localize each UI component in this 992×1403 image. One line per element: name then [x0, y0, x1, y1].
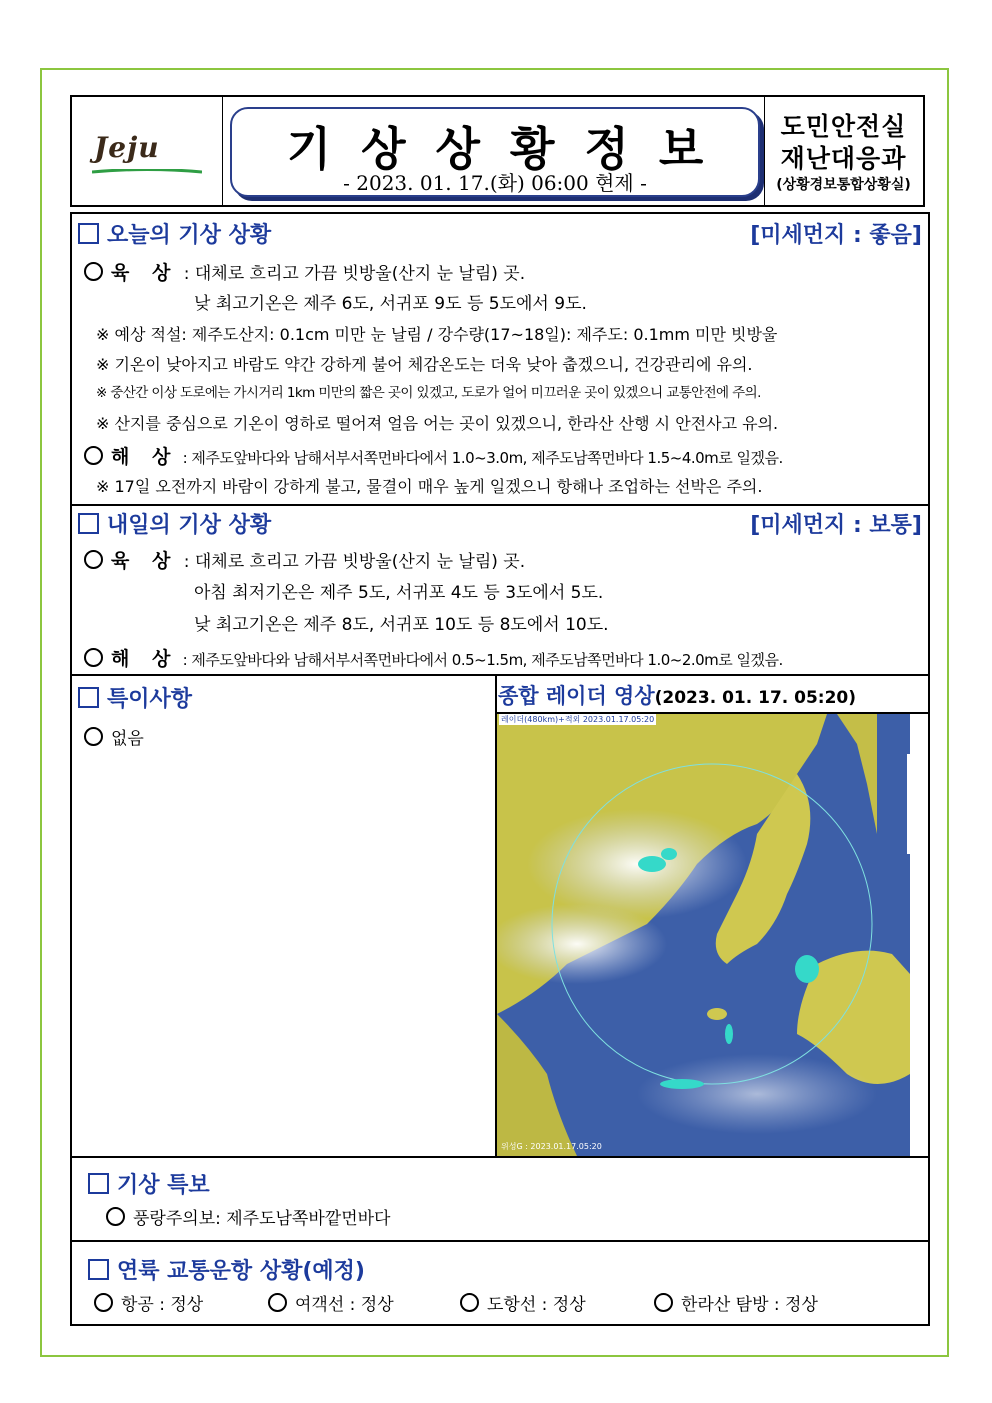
- alerts-heading: 기상 특보: [88, 1168, 210, 1199]
- divider: [72, 1156, 928, 1158]
- alerts-item: 풍랑주의보: 제주도남쪽바깥먼바다: [106, 1204, 928, 1229]
- tomorrow-land-row: 육 상 : 대체로 흐리고 가끔 빗방울(산지 눈 날림) 곳.: [84, 546, 928, 573]
- org-cell: [764, 97, 923, 205]
- today-note: ※ 예상 적설: 제주도산지: 0.1cm 미만 눈 날림 / 강수량(17~18일): 제주도: 0.1mm 미만 빗방울: [96, 325, 778, 344]
- transport-item: 도항선 : 정상: [460, 1290, 586, 1315]
- checkbox-icon: [88, 1173, 109, 1194]
- divider: [72, 504, 928, 506]
- today-sea-row: 해 상 : 제주도앞바다와 남해서부서쪽먼바다에서 1.0~3.0m, 제주도남쪽먼바다 1.5~4.0m로 일겠음.: [84, 442, 928, 469]
- special-heading: 특이사항: [78, 682, 192, 713]
- transport-item: 항공 : 정상: [94, 1290, 203, 1315]
- transport-heading: 연륙 교통운항 상황(예정): [88, 1254, 365, 1285]
- checkbox-icon: [88, 1259, 109, 1280]
- tomorrow-land-line3: 낮 최고기온은 제주 8도, 서귀포 10도 등 8도에서 10도.: [194, 615, 609, 635]
- radar-image: [497, 714, 910, 1156]
- transport-item: 여객선 : 정상: [268, 1290, 394, 1315]
- org-division: 재난대응과: [780, 144, 907, 173]
- circle-bullet-icon: [84, 262, 103, 281]
- today-heading: 오늘의 기상 상황: [78, 218, 271, 249]
- radar-caption-bottom: 위성G : 2023.01.17.05:20: [501, 1142, 602, 1151]
- document-header: [70, 95, 925, 207]
- org-office: (상황경보통합상황실): [776, 177, 911, 193]
- circle-bullet-icon: [94, 1293, 113, 1312]
- logo-cell: [72, 97, 223, 205]
- transport-item: 한라산 탐방 : 정상: [654, 1290, 818, 1315]
- special-item: 없음: [84, 724, 928, 749]
- today-sea-note: ※ 17일 오전까지 바람이 강하게 불고, 물결이 매우 높게 일겠으니 항해나 조업하는 선박은 주의.: [96, 477, 763, 496]
- today-land-row: 육 상 : 대체로 흐리고 가끔 빗방울(산지 눈 날림) 곳.: [84, 258, 928, 285]
- circle-bullet-icon: [460, 1293, 479, 1312]
- circle-bullet-icon: [106, 1207, 125, 1226]
- jeju-logo: Jeju: [94, 131, 160, 164]
- circle-bullet-icon: [84, 446, 103, 465]
- checkbox-icon: [78, 687, 99, 708]
- divider: [72, 1240, 928, 1242]
- title-banner: [230, 107, 760, 197]
- radar-title: 종합 레이더 영상(2023. 01. 17. 05:20): [498, 684, 857, 708]
- circle-bullet-icon: [84, 648, 103, 667]
- page-title: 기상상황정보: [286, 122, 734, 176]
- circle-bullet-icon: [84, 727, 103, 746]
- checkbox-icon: [78, 223, 99, 244]
- radar-map-graphic: [497, 714, 910, 1156]
- today-note: ※ 산지를 중심으로 기온이 영하로 떨어져 얼음 어는 곳이 있겠으니, 한라산 산행 시 안전사고 유의.: [96, 414, 779, 433]
- tomorrow-heading: 내일의 기상 상황: [78, 508, 271, 539]
- org-department: 도민안전실: [780, 112, 907, 141]
- circle-bullet-icon: [654, 1293, 673, 1312]
- tomorrow-dust-badge: [미세먼지 : 보통]: [750, 513, 922, 538]
- divider: [72, 674, 928, 676]
- circle-bullet-icon: [268, 1293, 287, 1312]
- radar-caption-top: 레이더(480km)+적외 2023.01.17.05:20: [501, 715, 655, 724]
- today-note: ※ 기온이 낮아지고 바람도 약간 강하게 불어 체감온도는 더욱 낮아 춥겠으니, 건강관리에 유의.: [96, 355, 753, 374]
- tomorrow-sea-row: 해 상 : 제주도앞바다와 남해서부서쪽먼바다에서 0.5~1.5m, 제주도남쪽먼바다 1.0~2.0m로 일겠음.: [84, 644, 928, 671]
- page-date: - 2023. 01. 17.(화) 06:00 현제 -: [343, 171, 647, 195]
- weather-report-body: [70, 212, 930, 1326]
- checkbox-icon: [78, 513, 99, 534]
- today-dust-badge: [미세먼지 : 좋음]: [750, 223, 922, 248]
- today-land-line2: 낮 최고기온은 제주 6도, 서귀포 9도 등 5도에서 9도.: [194, 294, 587, 314]
- today-note: ※ 중산간 이상 도로에는 가시거리 1km 미만의 짧은 곳이 있겠고, 도로가 얼어 미끄러운 곳이 있겠으니 교통안전에 주의.: [96, 385, 761, 401]
- title-cell: [222, 97, 765, 205]
- tomorrow-land-line2: 아침 최저기온은 제주 5도, 서귀포 4도 등 3도에서 5도.: [194, 583, 604, 603]
- logo-swoosh-icon: [92, 169, 202, 175]
- circle-bullet-icon: [84, 550, 103, 569]
